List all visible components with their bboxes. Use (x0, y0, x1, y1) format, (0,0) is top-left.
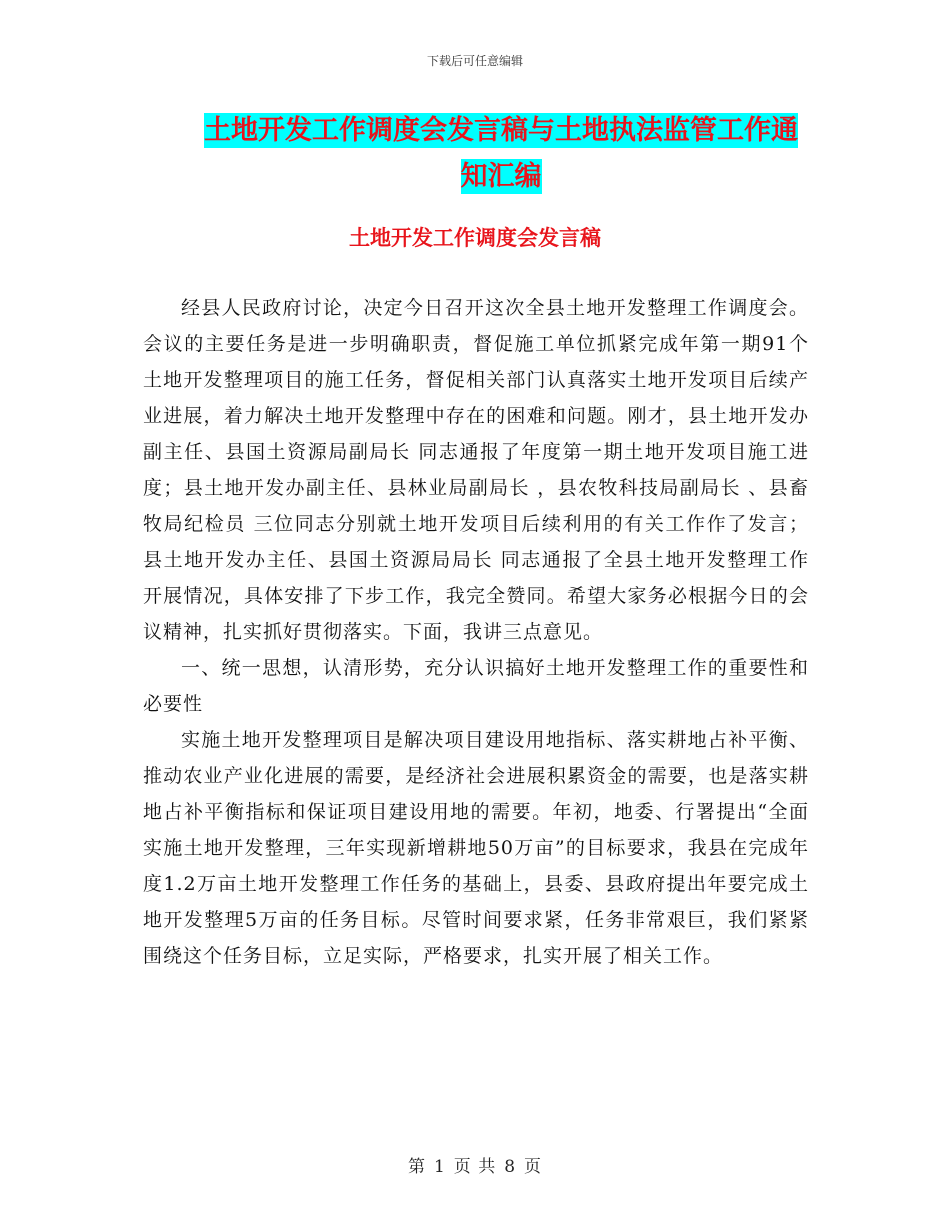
header-note: 下载后可任意编辑 (426, 54, 523, 68)
paragraph-opening: 经县人民政府讨论，决定今日召开这次全县土地开发整理工作调度会。会议的主要任务是进一步明确职责，督促施工单位抓紧完成年第一期91个土地开发整理项目的施工任务，督促相关部门认真落实土地开发项目后续产业进展，着力解决土地开发整理中存在的困难和问题。刚才，县土地开发办副主任、县国土资源局副局长 同志通报了年度第一期土地开发项目施工进度；县土地开发办副主任、县林业局副局长 ，县农牧科技局副局长 、县畜牧局纪检员 三位同志分别就土地开发项目后续利用的有关工作作了发言；县土地开发办主任、县国土资源局局长 同志通报了全县土地开发整理工作开展情况，具体安排了下步工作，我完全赞同。希望大家务必根据今日的会议精神，扎实抓好贯彻落实。下面，我讲三点意见。 (143, 297, 809, 643)
paragraph-heading-one: 一、统一思想，认清形势，充分认识搞好土地开发整理工作的重要性和必要性 (143, 657, 809, 715)
page-suffix: 页 (524, 1157, 543, 1177)
document-body (143, 290, 809, 974)
section-title: 土地开发工作调度会发言稿 (349, 226, 601, 250)
page-number: 1 (433, 1157, 446, 1177)
document-title (196, 108, 806, 200)
page-mid: 页 共 (453, 1157, 497, 1177)
page-total: 8 (504, 1157, 517, 1177)
page-footer (0, 1152, 950, 1177)
paragraph-project-need: 实施土地开发整理项目是解决项目建设用地指标、落实耕地占补平衡、推动农业产业化进展的需要，是经济社会进展积累资金的需要，也是落实耕地占补平衡指标和保证项目建设用地的需要。年初，地委、行署提出“全面实施土地开发整理，三年实现新增耕地50万亩”的目标要求，我县在完成年度1.2万亩土地开发整理工作任务的基础上，县委、县政府提出年要完成土地开发整理5万亩的任务目标。尽管时间要求紧，任务非常艰巨，我们紧紧围绕这个任务目标，立足实际，严格要求，扎实开展了相关工作。 (143, 729, 809, 967)
document-title-text: 土地开发工作调度会发言稿与土地执法监管工作通知汇编 (204, 115, 798, 192)
page-prefix: 第 (407, 1157, 426, 1177)
